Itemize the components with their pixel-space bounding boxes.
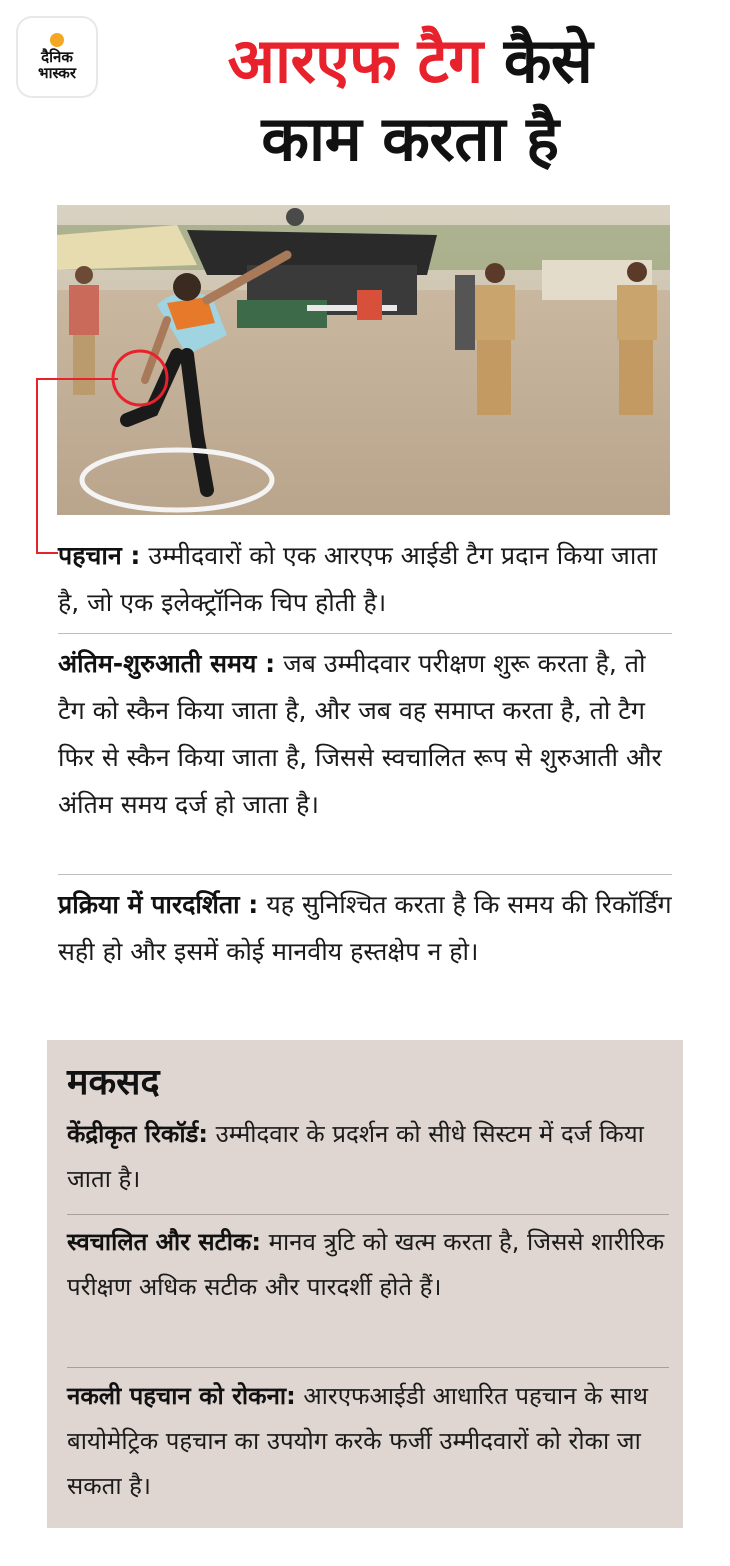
purpose-heading: मकसद bbox=[67, 1062, 160, 1103]
divider bbox=[58, 874, 672, 875]
logo-line-2: भास्कर bbox=[38, 64, 76, 82]
section-text: जब उम्मीदवार परीक्षण शुरू करता है, तो टैग को स्कैन किया जाता है, और जब वह समाप्त करता है, तो टैग फिर से स्कैन किया जाता है, जिससे स्वचालित रूप से शुरुआती और अंतिम समय दर्ज हो जाता है। bbox=[58, 649, 662, 819]
divider bbox=[67, 1367, 669, 1368]
section-text: उम्मीदवारों को एक आरएफ आईडी टैग प्रदान किया जाता है, जो एक इलेक्ट्रॉनिक चिप होती है। bbox=[58, 541, 658, 617]
section-transparency bbox=[58, 881, 672, 975]
purpose-item-label: नकली पहचान को रोकना: bbox=[67, 1382, 296, 1410]
shot-put-photo bbox=[57, 205, 670, 515]
purpose-item-prevent-fake-identity bbox=[67, 1374, 667, 1509]
title-black-1: कैसे bbox=[503, 24, 593, 97]
purpose-item-text: मानव त्रुटि को खत्म करता है, जिससे शारीरिक परीक्षण अधिक सटीक और पारदर्शी होते हैं। bbox=[67, 1228, 665, 1301]
callout-line-horizontal bbox=[36, 378, 118, 380]
logo-line-1: दैनिक bbox=[41, 48, 73, 66]
section-identification bbox=[58, 532, 672, 626]
purpose-item-centralized-record bbox=[67, 1112, 667, 1202]
section-label: प्रक्रिया में पारदर्शिता : bbox=[58, 890, 259, 919]
callout-line-vertical bbox=[36, 378, 38, 554]
purpose-item-label: स्वचालित और सटीक: bbox=[67, 1228, 261, 1256]
sun-icon bbox=[50, 33, 64, 47]
purpose-item-automatic-accurate bbox=[67, 1220, 667, 1310]
callout-line-end bbox=[36, 552, 58, 554]
section-label: अंतिम-शुरुआती समय : bbox=[58, 649, 276, 678]
section-label: पहचान : bbox=[58, 541, 141, 570]
divider bbox=[58, 633, 672, 634]
title-red: आरएफ टैग bbox=[227, 24, 483, 97]
section-text: यह सुनिश्चित करता है कि समय की रिकॉर्डिंग सही हो और इसमें कोई मानवीय हस्तक्षेप न हो। bbox=[58, 890, 672, 966]
purpose-item-text: आरएफआईडी आधारित पहचान के साथ बायोमेट्रिक पहचान का उपयोग करके फर्जी उम्मीदवारों को रोका जा सकता है। bbox=[67, 1382, 648, 1500]
page-title bbox=[110, 22, 710, 178]
title-black-2: काम करता है bbox=[261, 102, 559, 175]
dainik-bhaskar-logo bbox=[18, 18, 96, 96]
divider bbox=[67, 1214, 669, 1215]
purpose-item-text: उम्मीदवार के प्रदर्शन को सीधे सिस्टम में दर्ज किया जाता है। bbox=[67, 1120, 644, 1193]
purpose-box bbox=[47, 1040, 683, 1528]
purpose-item-label: केंद्रीकृत रिकॉर्ड: bbox=[67, 1120, 208, 1148]
photo-illustration bbox=[57, 205, 670, 515]
section-start-end-time bbox=[58, 640, 672, 828]
